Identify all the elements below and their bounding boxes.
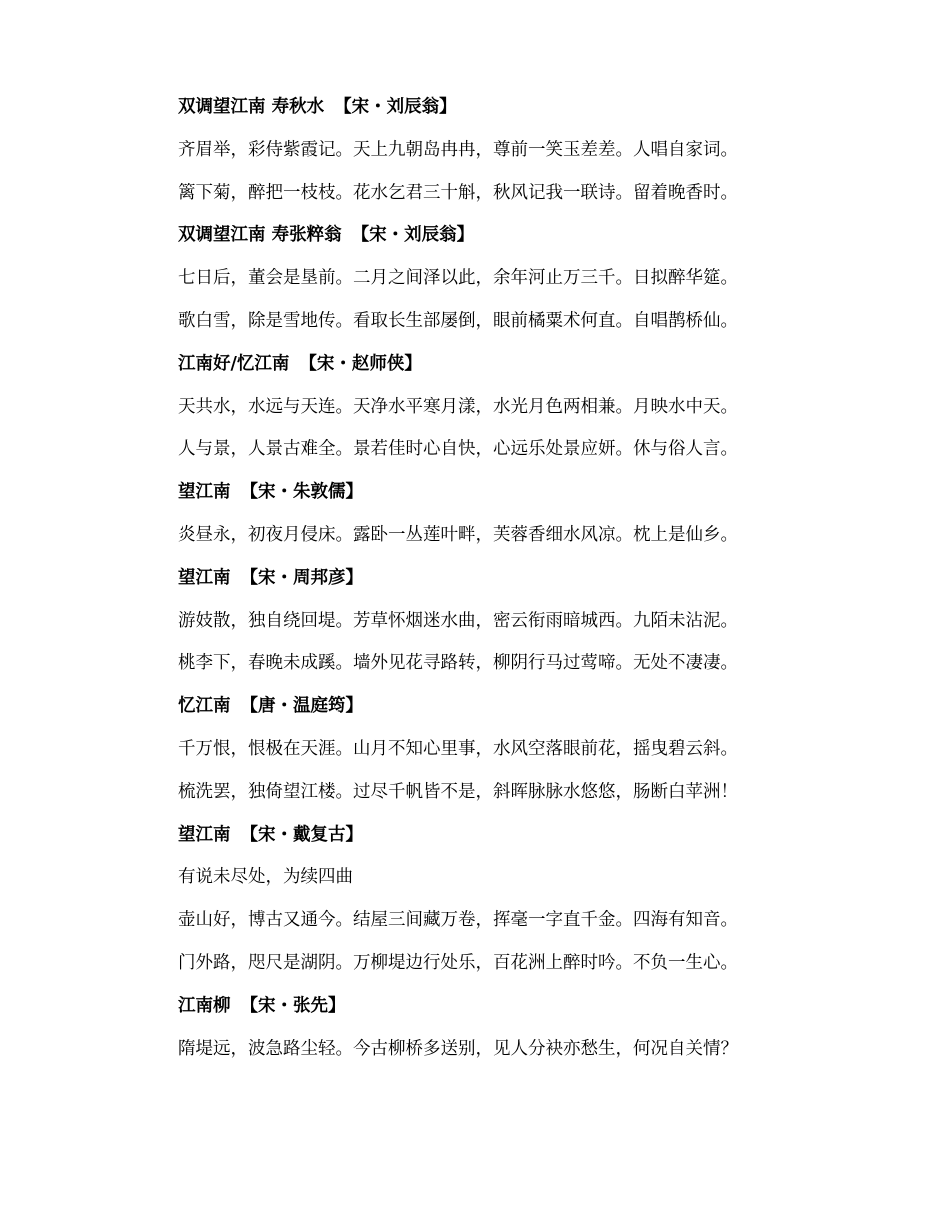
poem-title-text: 望江南 <box>178 824 231 845</box>
poem-line: 门外路，咫尺是湖阴。万柳堤边行处乐，百花洲上醉时吟。不负一生心。 <box>178 952 738 973</box>
poem-title-text: 望江南 <box>178 482 231 503</box>
poem-line: 千万恨，恨极在天涯。山月不知心里事，水风空落眼前花，摇曳碧云斜。 <box>178 738 738 759</box>
poem-line: 游妓散，独自绕回堤。芳草怀烟迷水曲，密云衔雨暗城西。九陌未沾泥。 <box>178 610 738 631</box>
document-page <box>178 92 878 1076</box>
poem-title <box>178 991 878 1034</box>
poem-line: 七日后，董会是垦前。二月之间泽以此，余年河止万三千。日拟醉华筵。 <box>178 268 738 289</box>
poem-title <box>178 563 878 606</box>
poem-title <box>178 477 878 520</box>
poem-title <box>178 220 878 263</box>
poem-title-text: 江南好/忆江南 <box>178 353 290 374</box>
poem-preface: 有说未尽处，为续四曲 <box>178 867 353 888</box>
poem-title-text: 双调望江南 寿秋水 <box>178 97 325 117</box>
poem-author: 【宋・戴复古】 <box>240 824 363 845</box>
poem-title <box>178 92 878 135</box>
poem-author: 【宋・朱敦儒】 <box>240 482 363 503</box>
poem-line: 炎昼永，初夜月侵床。露卧一丛莲叶畔，芙蓉香细水风凉。枕上是仙乡。 <box>178 524 738 545</box>
poem-line: 桃李下，春晚未成蹊。墙外见花寻路转，柳阴行马过莺啼。无处不凄凄。 <box>178 653 738 674</box>
poem-line: 篱下菊，醉把一枝枝。花水乞君三十斛，秋风记我一联诗。留着晚香时。 <box>178 182 738 203</box>
poem-line: 梳洗罢，独倚望江楼。过尽千帆皆不是，斜晖脉脉水悠悠，肠断白苹洲！ <box>178 781 738 802</box>
poem-title-text: 望江南 <box>178 567 231 588</box>
poem-author: 【唐・温庭筠】 <box>240 696 363 717</box>
poem-line: 隋堤远，波急路尘轻。今古柳桥多送别，见人分袂亦愁生，何况自关情？ <box>178 1038 738 1059</box>
poem-line: 齐眉举，彩侍紫霞记。天上九朝岛冉冉，尊前一笑玉差差。人唱自家词。 <box>178 139 738 160</box>
poem-title <box>178 820 878 863</box>
poem-author: 【宋・赵师侠】 <box>299 353 422 374</box>
poem-title <box>178 349 878 392</box>
poem-author: 【宋・刘辰翁】 <box>334 97 457 117</box>
poem-author: 【宋・刘辰翁】 <box>351 225 475 246</box>
poem-title-text: 江南柳 <box>178 995 231 1016</box>
poem-line: 壶山好，博古又通今。结屋三间藏万卷，挥毫一字直千金。四海有知音。 <box>178 910 738 931</box>
poem-line: 人与景，人景古难全。景若佳时心自快，心远乐处景应妍。休与俗人言。 <box>178 439 738 460</box>
poem-line: 天共水，水远与天连。天净水平寒月漾，水光月色两相兼。月映水中天。 <box>178 396 738 417</box>
poem-author: 【宋・周邦彦】 <box>240 567 363 588</box>
poem-author: 【宋・张先】 <box>240 995 346 1016</box>
poem-line: 歌白雪，除是雪地传。看取长生部屡倒，眼前橘粟术何直。自唱鹊桥仙。 <box>178 310 738 331</box>
poem-title-text: 双调望江南 寿张粹翁 <box>178 225 342 246</box>
poem-title <box>178 691 878 734</box>
poem-title-text: 忆江南 <box>178 696 231 717</box>
